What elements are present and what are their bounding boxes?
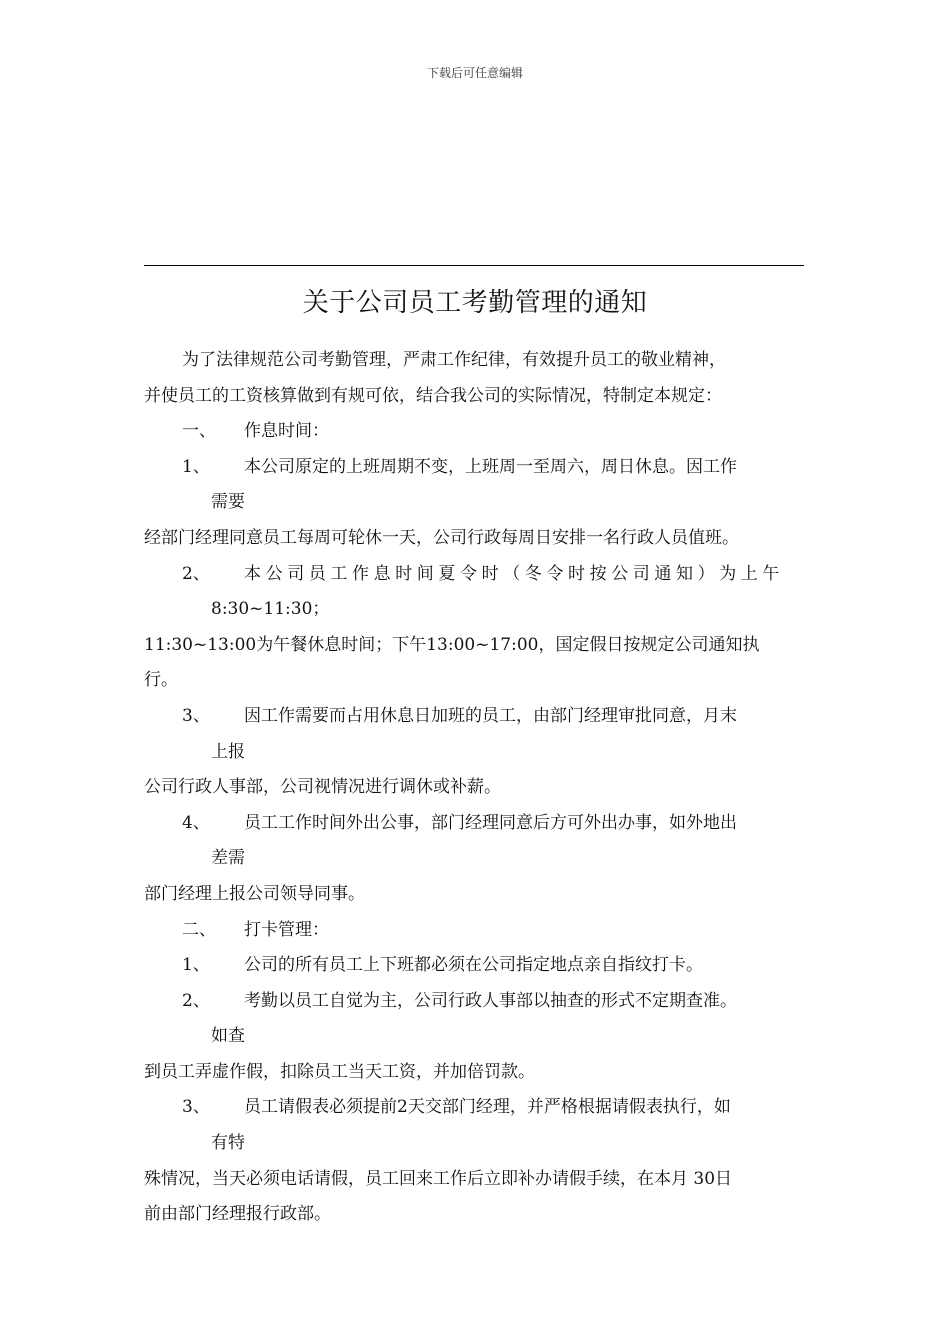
list-item [144, 984, 806, 1020]
item-text: 考勤以员工自觉为主，公司行政人事部以抽查的形式不定期查准。 [244, 990, 737, 1011]
item-wrap: 差需 [211, 848, 245, 869]
document-body [144, 343, 806, 1233]
item-number: 2、 [182, 990, 210, 1011]
item-number: 1、 [182, 955, 210, 976]
item-continuation: 殊情况，当天必须电话请假，员工回来工作后立即补办请假手续，在本月 30日 [144, 1168, 733, 1189]
item-number: 2、 [182, 563, 210, 584]
section-title: 打卡管理： [244, 919, 329, 940]
item-wrap: 如查 [211, 1026, 245, 1047]
section-number: 一、 [182, 421, 216, 442]
list-item [144, 806, 806, 842]
list-item [144, 557, 806, 593]
item-wrap: 需要 [211, 492, 245, 513]
intro-line-1: 为了法律规范公司考勤管理，严肃工作纪律，有效提升员工的敬业精神， [182, 350, 726, 370]
page-header-note: 下载后可任意编辑 [426, 66, 523, 80]
item-continuation: 11:30~13:00为午餐休息时间；下午13:00~17:00，国定假日按规定公司通知执 [144, 634, 760, 655]
section-heading [144, 913, 806, 949]
section-heading [144, 414, 806, 450]
item-text: 公司的所有员工上下班都必须在公司指定地点亲自指纹打卡。 [244, 955, 703, 976]
list-item [144, 948, 806, 984]
item-wrap: 8:30~11:30； [211, 599, 330, 620]
item-wrap: 上报 [211, 741, 245, 762]
item-continuation: 前由部门经理报行政部。 [144, 1204, 331, 1225]
document-title: 关于公司员工考勤管理的通知 [302, 288, 648, 318]
item-text: 因工作需要而占用休息日加班的员工，由部门经理审批同意，月末 [244, 705, 737, 726]
list-item [144, 1090, 806, 1126]
item-number: 4、 [182, 812, 210, 833]
list-item [144, 450, 806, 486]
item-continuation: 经部门经理同意员工每周可轮休一天，公司行政每周日安排一名行政人员值班。 [144, 527, 739, 548]
section-title: 作息时间： [244, 421, 329, 442]
item-number: 3、 [182, 705, 210, 726]
title-rule [144, 265, 804, 266]
intro-line-2: 并使员工的工资核算做到有规可依，结合我公司的实际情况，特制定本规定： [144, 385, 722, 406]
list-item [144, 699, 806, 735]
item-continuation: 公司行政人事部，公司视情况进行调休或补薪。 [144, 777, 501, 798]
item-text: 员工请假表必须提前2天交部门经理，并严格根据请假表执行，如 [244, 1097, 731, 1118]
item-continuation: 行。 [144, 670, 178, 691]
item-continuation: 到员工弄虚作假，扣除员工当天工资，并加倍罚款。 [144, 1061, 535, 1082]
item-continuation: 部门经理上报公司领导同事。 [144, 883, 365, 904]
item-number: 3、 [182, 1097, 210, 1118]
item-text: 本公司员工作息时间夏令时（冬令时按公司通知）为上午 [244, 563, 784, 584]
item-text: 员工工作时间外出公事，部门经理同意后方可外出办事，如外地出 [244, 812, 737, 833]
item-wrap: 有特 [211, 1133, 245, 1154]
item-text: 本公司原定的上班周期不变，上班周一至周六，周日休息。因工作 [244, 456, 737, 477]
item-number: 1、 [182, 456, 210, 477]
section-number: 二、 [182, 919, 216, 940]
